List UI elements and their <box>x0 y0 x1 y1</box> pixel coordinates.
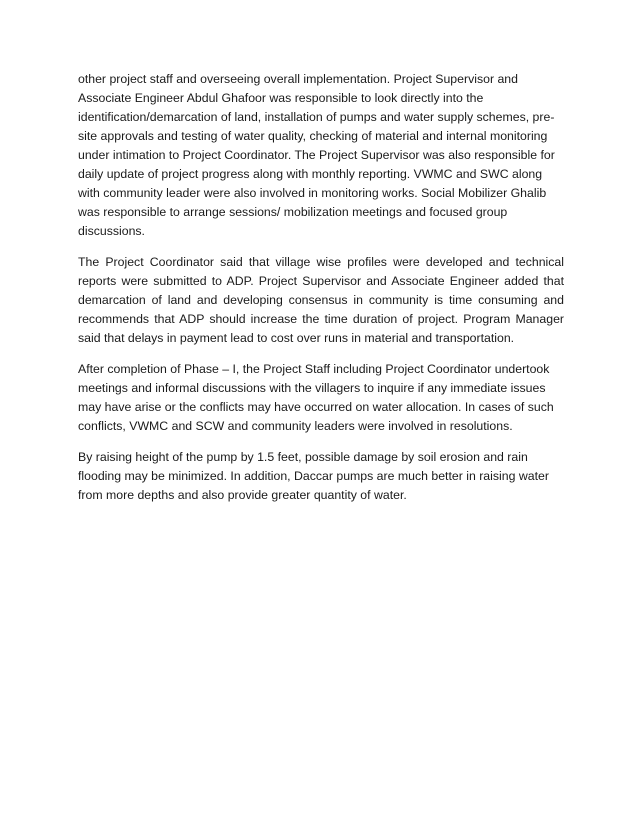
document-body <box>78 70 564 517</box>
paragraph-project-coordinator-reports: The Project Coordinator said that village wise profiles were developed and technical reports were submitted to ADP. Project Supervisor and Associate Engineer added that demarcation of land and developing consensus in community is time consuming and recommends that ADP should increase the time duration of project. Program Manager said that delays in payment lead to cost over runs in material and transportation. <box>78 255 564 345</box>
paragraph-project-staff-roles: other project staff and overseeing overall implementation. Project Supervisor and Associate Engineer Abdul Ghafoor was responsible to look directly into the identification/demarcation of land, installation of pumps and water supply schemes, pre-site approvals and testing of water quality, checking of material and internal monitoring under intimation to Project Coordinator. The Project Supervisor was also responsible for daily update of project progress along with monthly reporting. VWMC and SWC along with community leader were also involved in monitoring works. Social Mobilizer Ghalib was responsible to arrange sessions/ mobilization meetings and focused group discussions. <box>78 72 555 238</box>
paragraph-phase-one-completion: After completion of Phase – I, the Project Staff including Project Coordinator undertook meetings and informal discussions with the villagers to inquire if any immediate issues may have arise or the conflicts may have occurred on water allocation. In cases of such conflicts, VWMC and SCW and community leaders were involved in resolutions. <box>78 362 554 433</box>
paragraph-pump-height: By raising height of the pump by 1.5 feet, possible damage by soil erosion and rain flooding may be minimized. In addition, Daccar pumps are much better in raising water from more depths and also provide greater quantity of water. <box>78 450 549 502</box>
